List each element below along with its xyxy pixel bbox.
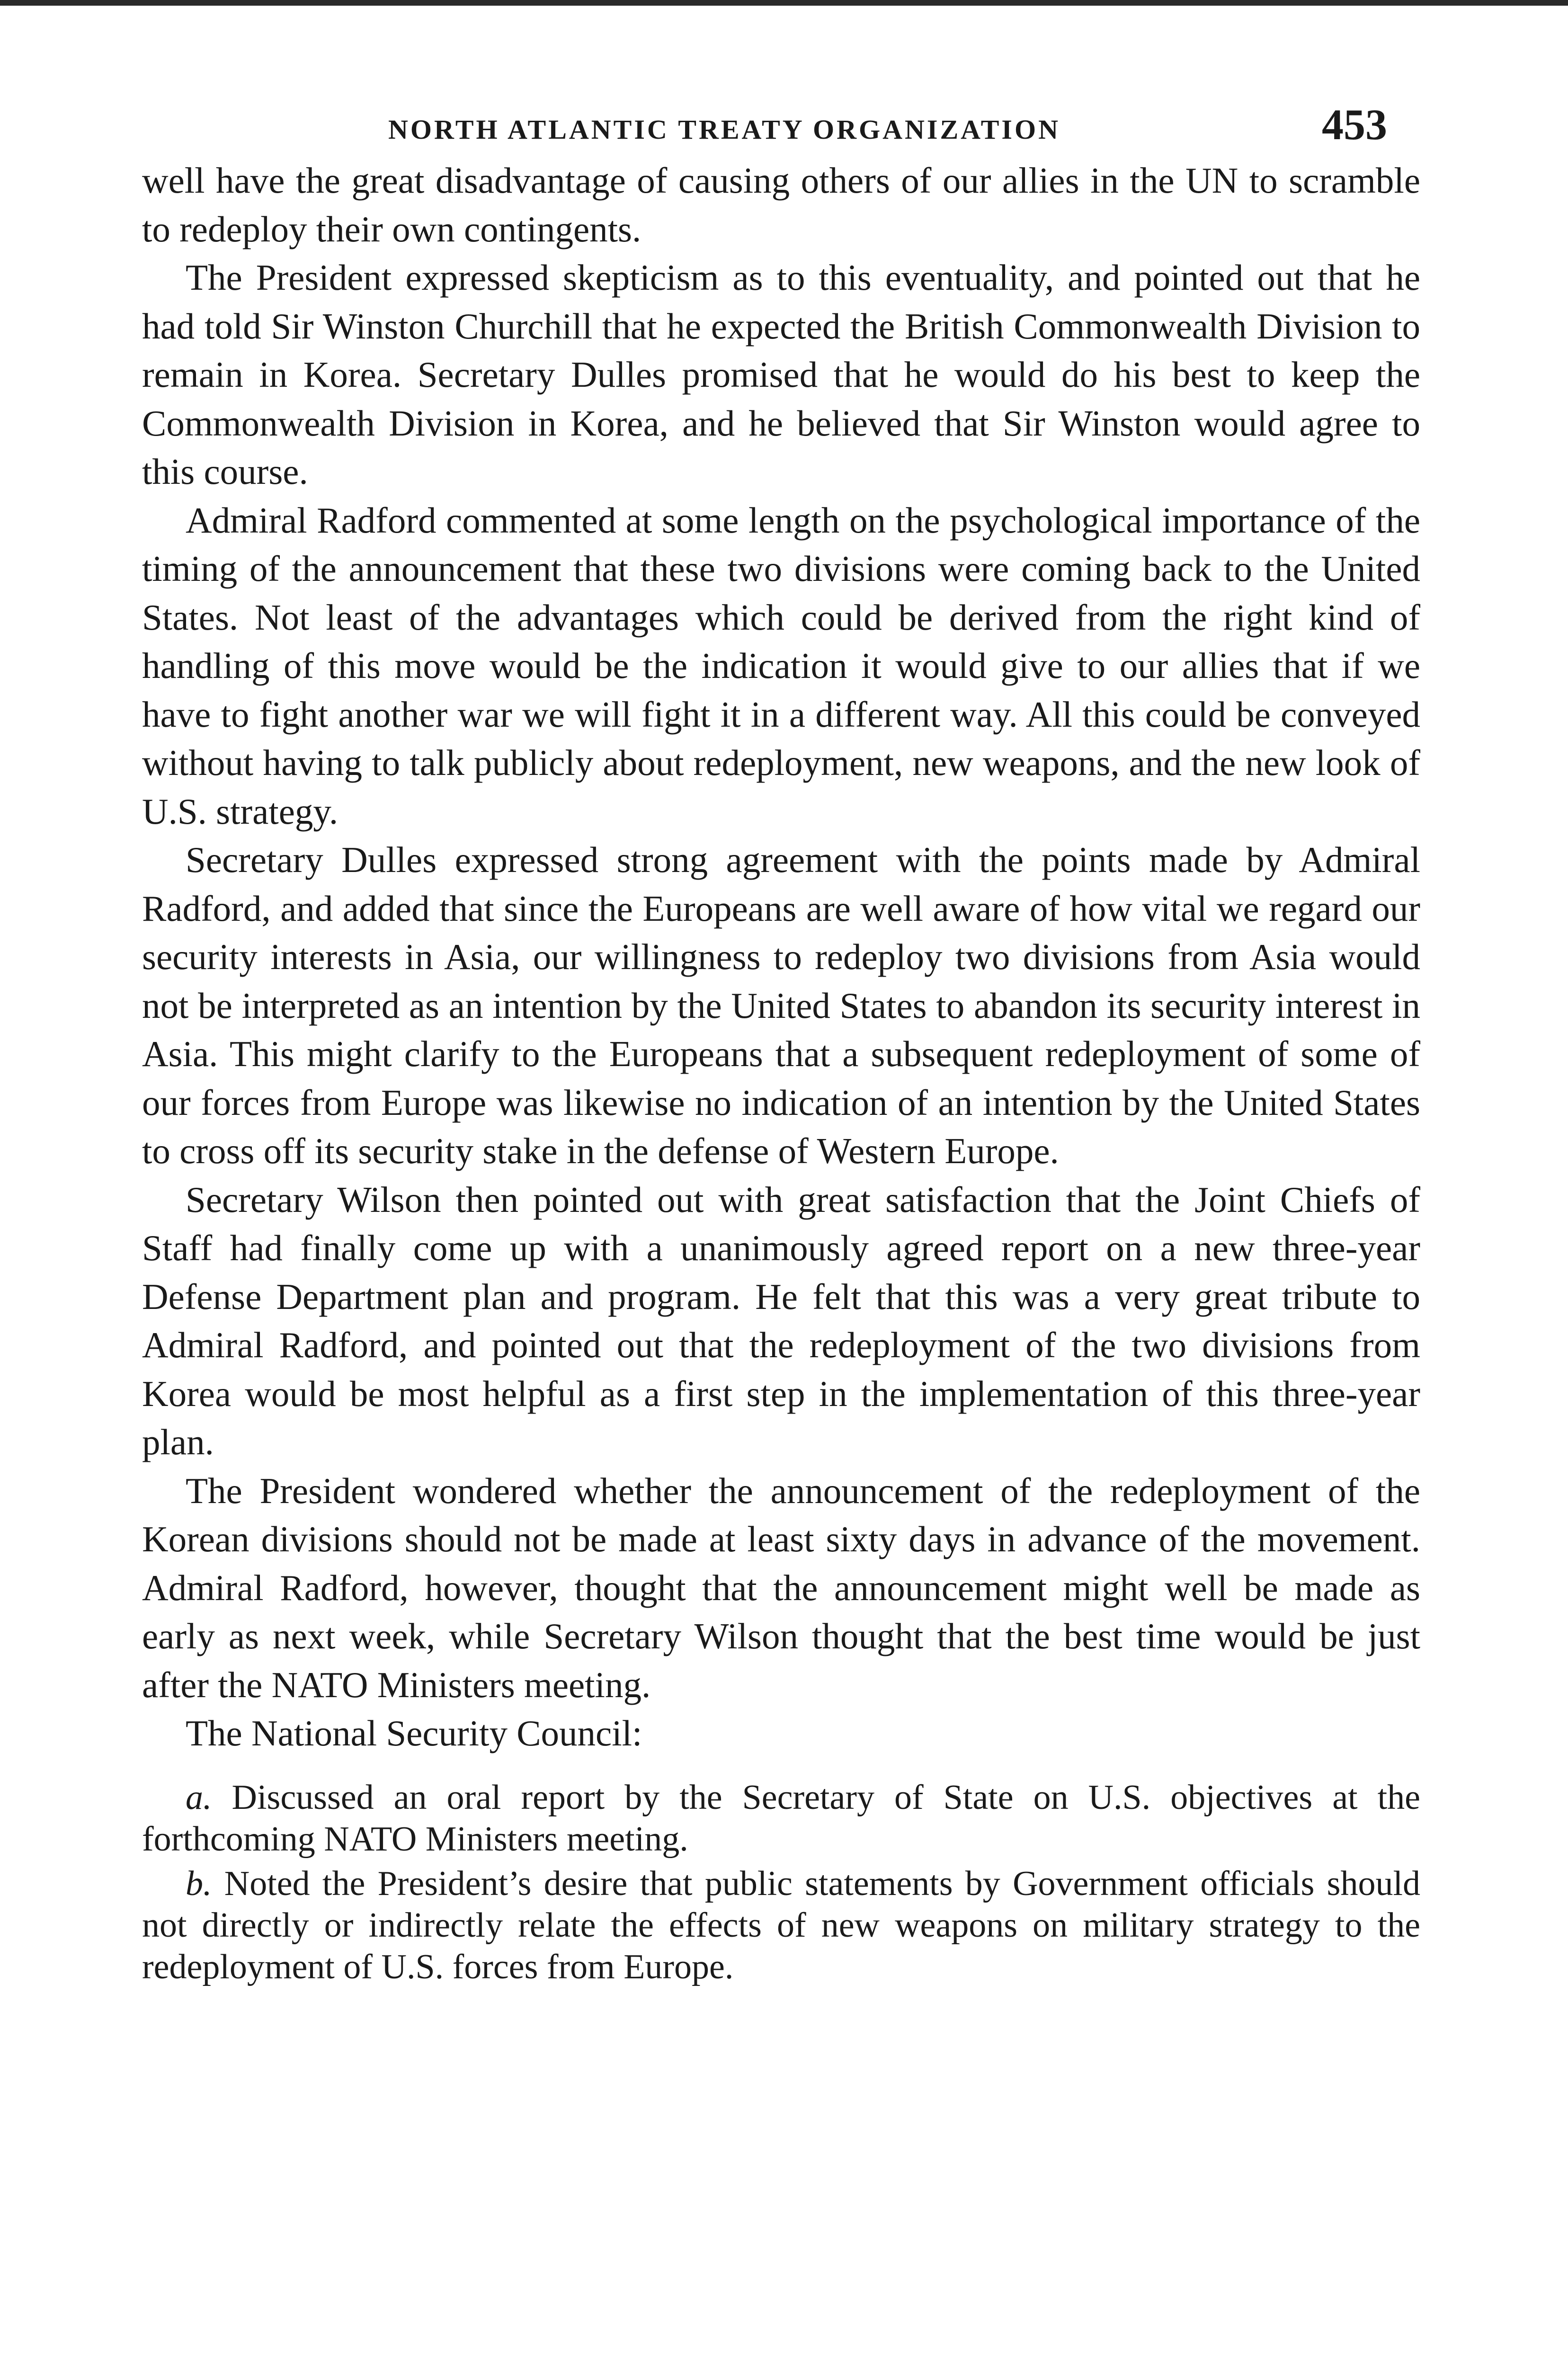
- paragraph-4: Secretary Dulles expressed strong agreement with the points made by Admiral Radford, and added that since the Europeans are well aware of how vital we regard our security interests in Asia, our willingness to redeploy two divisions from Asia would not be interpreted as an intention by the United States to abandon its security interest in Asia. This might clarify to the Europeans that a subsequent redeployment of some of our forces from Europe was likewise no indication of an intention by the United States to cross off its security stake in the defense of Western Europe.: [142, 839, 1420, 1171]
- document-page: [142, 85, 1420, 1991]
- decision-text: Discussed an oral report by the Secretary of State on U.S. objectives at the forthcoming NATO Ministers meeting.: [142, 1778, 1421, 1859]
- page-number: 453: [1322, 100, 1387, 149]
- paragraph-1: well have the great disadvantage of causing others of our allies in the UN to scramble to redeploy their own contingents.: [142, 160, 1420, 249]
- running-head: [142, 85, 1420, 156]
- paragraph-5: Secretary Wilson then pointed out with great satisfaction that the Joint Chiefs of Staff had finally come up with a unanimously agreed report on a new three-year Defense Department plan and program. He felt that this was a very great tribute to Admiral Radford, and pointed out that the redeployment of the two divisions from Korea would be most helpful as a first step in the implementation of this three-year plan.: [142, 1179, 1420, 1462]
- decision-item-b: [142, 1863, 1420, 1988]
- paragraph-6: The President wondered whether the announcement of the redeployment of the Korean divisions should not be made at least sixty days in advance of the movement. Admiral Radford, however, thought that the announcement might well be made as early as next week, while Secretary Wilson thought that the best time would be just after the NATO Ministers meeting.: [142, 1470, 1420, 1705]
- decision-letter: b.: [186, 1864, 212, 1903]
- running-title: NORTH ATLANTIC TREATY ORGANIZATION: [388, 114, 1061, 145]
- decision-item-a: [142, 1777, 1420, 1860]
- paragraph-3: Admiral Radford commented at some length on the psychological importance of the timing of the announcement that these two divisions were coming back to the United States. Not least of the advantages which could be derived from the right kind of handling of this move would be the indication it would give to our allies that if we have to fight another war we will fight it in a different way. All this could be conveyed without having to talk publicly about redeployment, new weapons, and the new look of U.S. strategy.: [142, 499, 1420, 832]
- paragraph-7: The National Security Council:: [186, 1713, 642, 1753]
- decisions-list: [142, 1777, 1420, 1988]
- decision-text: Noted the President’s desire that public statements by Government officials should not directly or indirectly relate the effects of new weapons on military strategy to the redeployment of U.S. forces from Europe.: [142, 1864, 1421, 1986]
- paragraph-2: The President expressed skepticism as to this eventuality, and pointed out that he had told Sir Winston Churchill that he expected the British Commonwealth Division to remain in Korea. Secretary Dulles promised that he would do his best to keep the Commonwealth Division in Korea, and he believed that Sir Winston would agree to this course.: [142, 257, 1420, 492]
- decision-letter: a.: [186, 1778, 212, 1817]
- body-text: [142, 156, 1420, 1758]
- top-border-rule: [0, 0, 1568, 6]
